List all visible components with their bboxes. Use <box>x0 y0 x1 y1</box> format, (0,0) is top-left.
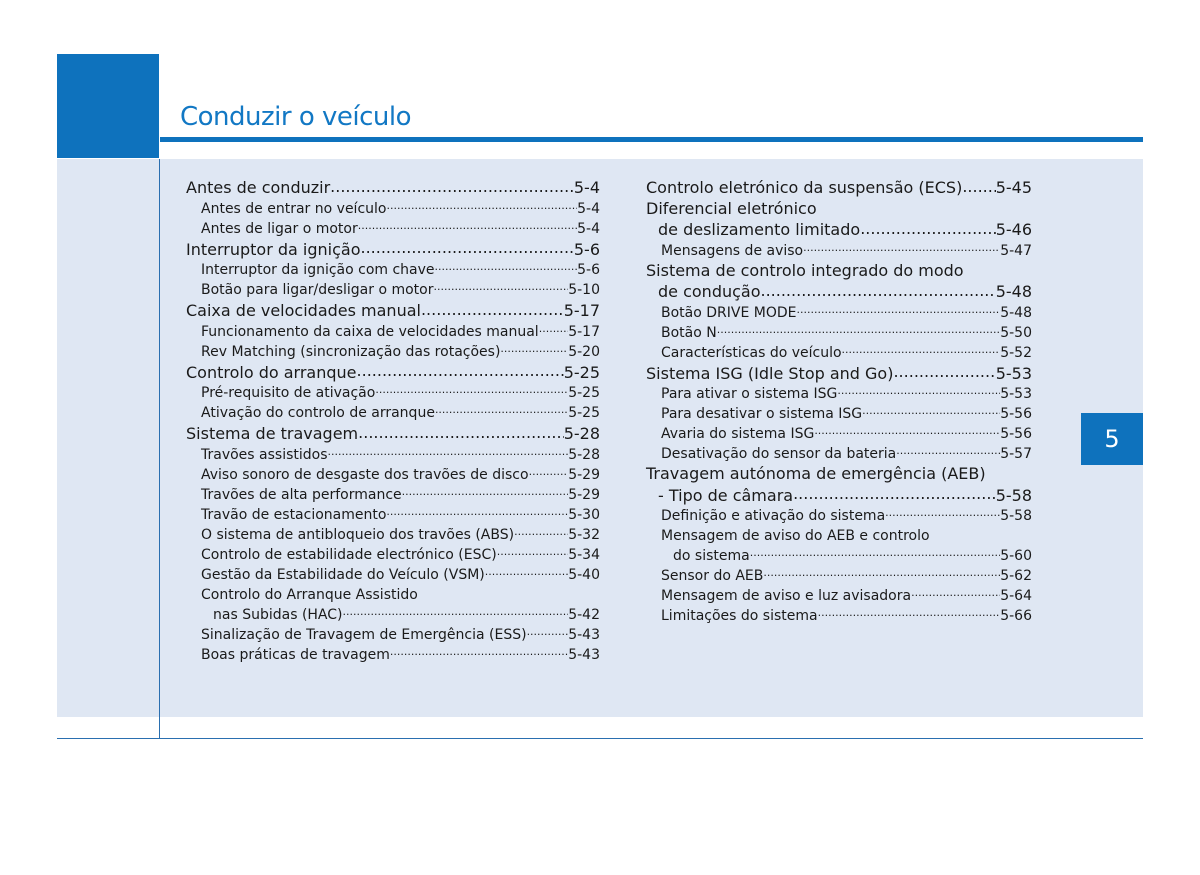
toc-entry-label: Gestão da Estabilidade do Veículo (VSM) <box>201 566 485 583</box>
dot-leader <box>390 645 568 659</box>
dot-leader <box>860 219 996 235</box>
chapter-tab[interactable]: 5 <box>1081 413 1143 465</box>
toc-entry-label: Limitações do sistema <box>661 608 818 624</box>
toc-entry-label: Sistema de travagem <box>186 424 359 443</box>
margin-divider <box>159 159 160 739</box>
toc-entry[interactable] <box>186 260 600 280</box>
toc-entry[interactable] <box>646 485 1032 507</box>
toc-entry[interactable] <box>646 506 1032 526</box>
toc-entry-page: 5-53 <box>995 363 1032 383</box>
dot-leader <box>375 383 568 397</box>
toc-entry-label: Para ativar o sistema ISG <box>661 386 838 402</box>
toc-entry[interactable] <box>646 566 1032 586</box>
toc-entry-page: 5-56 <box>1000 426 1032 442</box>
toc-entry-page: 5-40 <box>568 566 600 583</box>
dot-leader <box>761 281 996 297</box>
toc-entry-label: Sensor do AEB <box>661 568 764 584</box>
toc-entry-label: Ativação do controlo de arranque <box>201 405 435 421</box>
toc-entry-page: 5-52 <box>1000 344 1032 361</box>
toc-entry[interactable] <box>646 526 1032 546</box>
toc-entry[interactable] <box>186 525 600 545</box>
toc-entry-page: 5-20 <box>568 343 600 360</box>
toc-entry[interactable] <box>186 565 600 585</box>
toc-entry-label: Antes de entrar no veículo <box>201 200 387 217</box>
dot-leader <box>529 465 569 479</box>
toc-entry-page: 5-48 <box>995 282 1032 301</box>
dot-leader <box>514 525 568 539</box>
dot-leader <box>896 444 1000 458</box>
toc-entry-label: Funcionamento da caixa de velocidades manual <box>201 323 539 340</box>
toc-entry-page: 5-6 <box>577 262 600 278</box>
toc-entry[interactable] <box>646 219 1032 241</box>
toc-entry-label: Antes de ligar o motor <box>201 220 358 237</box>
toc-entry-page: 5-58 <box>1000 508 1032 524</box>
toc-entry-label: Sistema de controlo integrado do modo <box>646 260 964 280</box>
toc-entry-label: Sinalização de Travagem de Emergência (ESS) <box>201 626 527 643</box>
toc-entry-label: Controlo do Arranque Assistido <box>201 586 418 603</box>
page-title: Conduzir o veículo <box>180 102 412 132</box>
dot-leader <box>750 546 1001 560</box>
toc-entry-page: 5-4 <box>573 178 600 197</box>
toc-entry[interactable] <box>646 384 1032 404</box>
toc-entry-page: 5-58 <box>995 485 1032 505</box>
toc-entry-label: de deslizamento limitado <box>658 220 861 239</box>
toc-entry-page: 5-28 <box>563 424 600 443</box>
toc-entry-label: Controlo eletrónico da suspensão (ECS) <box>646 178 963 197</box>
toc-entry[interactable] <box>186 177 600 199</box>
toc-entry[interactable] <box>646 343 1032 363</box>
toc-entry[interactable] <box>646 546 1032 566</box>
toc-entry[interactable] <box>646 424 1032 444</box>
dot-leader <box>330 177 574 193</box>
toc-entry[interactable] <box>646 303 1032 323</box>
toc-entry[interactable] <box>186 485 600 505</box>
toc-entry-label: O sistema de antibloqueio dos travões (ABS) <box>201 526 515 543</box>
toc-entry-page: 5-47 <box>1000 242 1032 259</box>
dot-leader <box>962 177 995 193</box>
dot-leader <box>803 241 1000 255</box>
toc-entry[interactable] <box>186 625 600 645</box>
dot-leader <box>361 239 574 255</box>
dot-leader <box>763 566 1000 580</box>
toc-column-left <box>186 177 600 665</box>
toc-entry[interactable] <box>646 281 1032 303</box>
toc-entry-page: 5-25 <box>568 405 600 421</box>
toc-entry-label: - Tipo de câmara <box>658 485 794 505</box>
toc-entry[interactable] <box>186 199 600 219</box>
toc-entry-page: 5-46 <box>995 220 1032 239</box>
toc-entry[interactable] <box>186 545 600 565</box>
toc-entry-label: Boas práticas de travagem <box>201 646 390 663</box>
toc-entry-page: 5-57 <box>1000 446 1032 462</box>
toc-entry-page: 5-28 <box>568 446 600 463</box>
toc-entry-label: Mensagem de aviso do AEB e controlo <box>661 528 930 544</box>
toc-entry-page: 5-25 <box>563 362 600 382</box>
toc-entry-label: Controlo de estabilidade electrónico (ESC) <box>201 546 497 563</box>
dot-leader <box>527 625 569 639</box>
toc-entry-page: 5-29 <box>568 486 600 503</box>
toc-entry-label: Avaria do sistema ISG <box>661 426 815 442</box>
toc-entry-page: 5-4 <box>577 200 600 217</box>
toc-entry-page: 5-29 <box>568 466 600 483</box>
toc-entry[interactable] <box>646 241 1032 261</box>
header-blue-block <box>57 54 159 158</box>
toc-entry[interactable] <box>646 586 1032 606</box>
toc-entry-page: 5-25 <box>568 385 600 401</box>
toc-entry-label: Travões de alta performance <box>201 486 402 503</box>
toc-entry-label: Mensagens de aviso <box>661 242 804 259</box>
dot-leader <box>435 403 568 417</box>
toc-entry[interactable] <box>186 280 600 300</box>
toc-entry-page: 5-62 <box>1000 568 1032 584</box>
dot-leader <box>539 322 569 336</box>
dot-leader <box>328 445 569 459</box>
toc-entry[interactable] <box>646 261 1032 282</box>
toc-entry[interactable] <box>186 445 600 465</box>
toc-entry[interactable] <box>186 465 600 485</box>
dot-leader <box>818 606 1001 620</box>
toc-entry-label: Botão N <box>661 324 717 341</box>
toc-entry[interactable] <box>646 444 1032 464</box>
dot-leader <box>911 586 1000 600</box>
toc-entry-page: 5-60 <box>1000 548 1032 564</box>
toc-entry-label: Pré-requisito de ativação <box>201 385 376 401</box>
toc-entry-label: Mensagem de aviso e luz avisadora <box>661 588 912 604</box>
toc-entry-label: Características do veículo <box>661 344 842 361</box>
dot-leader <box>434 280 569 294</box>
toc-entry-page: 5-34 <box>568 546 600 563</box>
toc-entry-page: 5-50 <box>1000 324 1032 341</box>
dot-leader <box>837 384 1000 398</box>
toc-entry[interactable] <box>186 239 600 261</box>
dot-leader <box>435 260 578 274</box>
toc-entry-label: Controlo do arranque <box>186 362 357 382</box>
toc-entry-page: 5-10 <box>568 282 600 298</box>
dot-leader <box>343 605 569 619</box>
toc-entry-page: 5-17 <box>568 323 600 340</box>
dot-leader <box>862 404 1000 418</box>
dot-leader <box>386 199 577 213</box>
toc-entry-label: nas Subidas (HAC) <box>213 606 343 623</box>
toc-entry-label: do sistema <box>673 548 750 564</box>
toc-entry-page: 5-17 <box>563 301 600 320</box>
toc-entry[interactable] <box>646 199 1032 220</box>
toc-entry-label: Para desativar o sistema ISG <box>661 406 863 422</box>
toc-entry[interactable] <box>186 383 600 403</box>
toc-entry[interactable] <box>186 423 600 445</box>
dot-leader <box>842 343 1001 357</box>
toc-entry[interactable] <box>186 605 600 625</box>
toc-entry-page: 5-6 <box>573 239 600 259</box>
dot-leader <box>386 505 568 519</box>
toc-entry[interactable] <box>646 323 1032 343</box>
dot-leader <box>717 323 1000 337</box>
toc-entry[interactable] <box>186 219 600 239</box>
toc-entry-label: Interruptor da ignição com chave <box>201 262 435 278</box>
dot-leader <box>814 424 1000 438</box>
toc-entry[interactable] <box>186 403 600 423</box>
toc-entry-page: 5-30 <box>568 506 600 523</box>
toc-entry[interactable] <box>186 362 600 384</box>
toc-entry[interactable] <box>646 464 1032 485</box>
toc-entry[interactable] <box>186 505 600 525</box>
dot-leader <box>893 363 995 379</box>
dot-leader <box>793 485 996 501</box>
toc-entry-page: 5-56 <box>1000 406 1032 422</box>
toc-entry-label: Aviso sonoro de desgaste dos travões de disco <box>201 466 529 483</box>
toc-entry-page: 5-32 <box>568 526 600 543</box>
dot-leader <box>358 423 564 439</box>
title-rule <box>160 137 1143 142</box>
dot-leader <box>497 545 568 559</box>
toc-entry-label: Definição e ativação do sistema <box>661 508 886 524</box>
toc-entry[interactable] <box>186 342 600 362</box>
toc-entry-label: Botão para ligar/desligar o motor <box>201 282 434 298</box>
toc-entry-page: 5-64 <box>1000 588 1032 604</box>
toc-entry[interactable] <box>186 322 600 342</box>
dot-leader <box>402 485 569 499</box>
toc-entry-page: 5-43 <box>568 646 600 663</box>
toc-entry-page: 5-48 <box>1000 304 1032 321</box>
toc-entry-label: Sistema ISG (Idle Stop and Go) <box>646 363 894 383</box>
toc-entry-page: 5-53 <box>1000 386 1032 402</box>
toc-entry-label: Travagem autónoma de emergência (AEB) <box>646 464 986 483</box>
toc-entry-label: Caixa de velocidades manual <box>186 301 421 320</box>
toc-entry-label: Travão de estacionamento <box>201 506 387 523</box>
dot-leader <box>500 342 568 356</box>
dot-leader <box>885 506 1000 520</box>
toc-entry-label: Antes de conduzir <box>186 178 331 197</box>
toc-entry[interactable] <box>646 363 1032 385</box>
dot-leader <box>358 219 577 233</box>
toc-entry-label: de condução <box>658 282 761 301</box>
toc-entry-label: Diferencial eletrónico <box>646 198 817 218</box>
toc-entry[interactable] <box>646 404 1032 424</box>
toc-entry-page: 5-45 <box>995 178 1032 197</box>
toc-entry[interactable] <box>186 300 600 322</box>
dot-leader <box>357 362 564 378</box>
toc-entry-label: Travões assistidos <box>201 446 328 463</box>
toc-entry-page: 5-43 <box>568 626 600 643</box>
toc-entry-page: 5-42 <box>568 606 600 623</box>
toc-entry[interactable] <box>646 606 1032 626</box>
toc-entry[interactable] <box>186 645 600 665</box>
toc-entry[interactable] <box>186 585 600 605</box>
toc-entry-page: 5-66 <box>1000 608 1032 624</box>
toc-entry-label: Interruptor da ignição <box>186 239 361 259</box>
dot-leader <box>421 300 564 316</box>
dot-leader <box>797 303 1001 317</box>
toc-entry-label: Botão DRIVE MODE <box>661 304 797 321</box>
toc-entry-label: Rev Matching (sincronização das rotações) <box>201 343 501 360</box>
toc-entry-page: 5-4 <box>577 220 600 237</box>
bottom-rule <box>57 738 1143 739</box>
toc-entry-label: Desativação do sensor da bateria <box>661 446 897 462</box>
toc-column-right <box>646 177 1032 626</box>
toc-entry[interactable] <box>646 177 1032 199</box>
dot-leader <box>485 565 568 579</box>
